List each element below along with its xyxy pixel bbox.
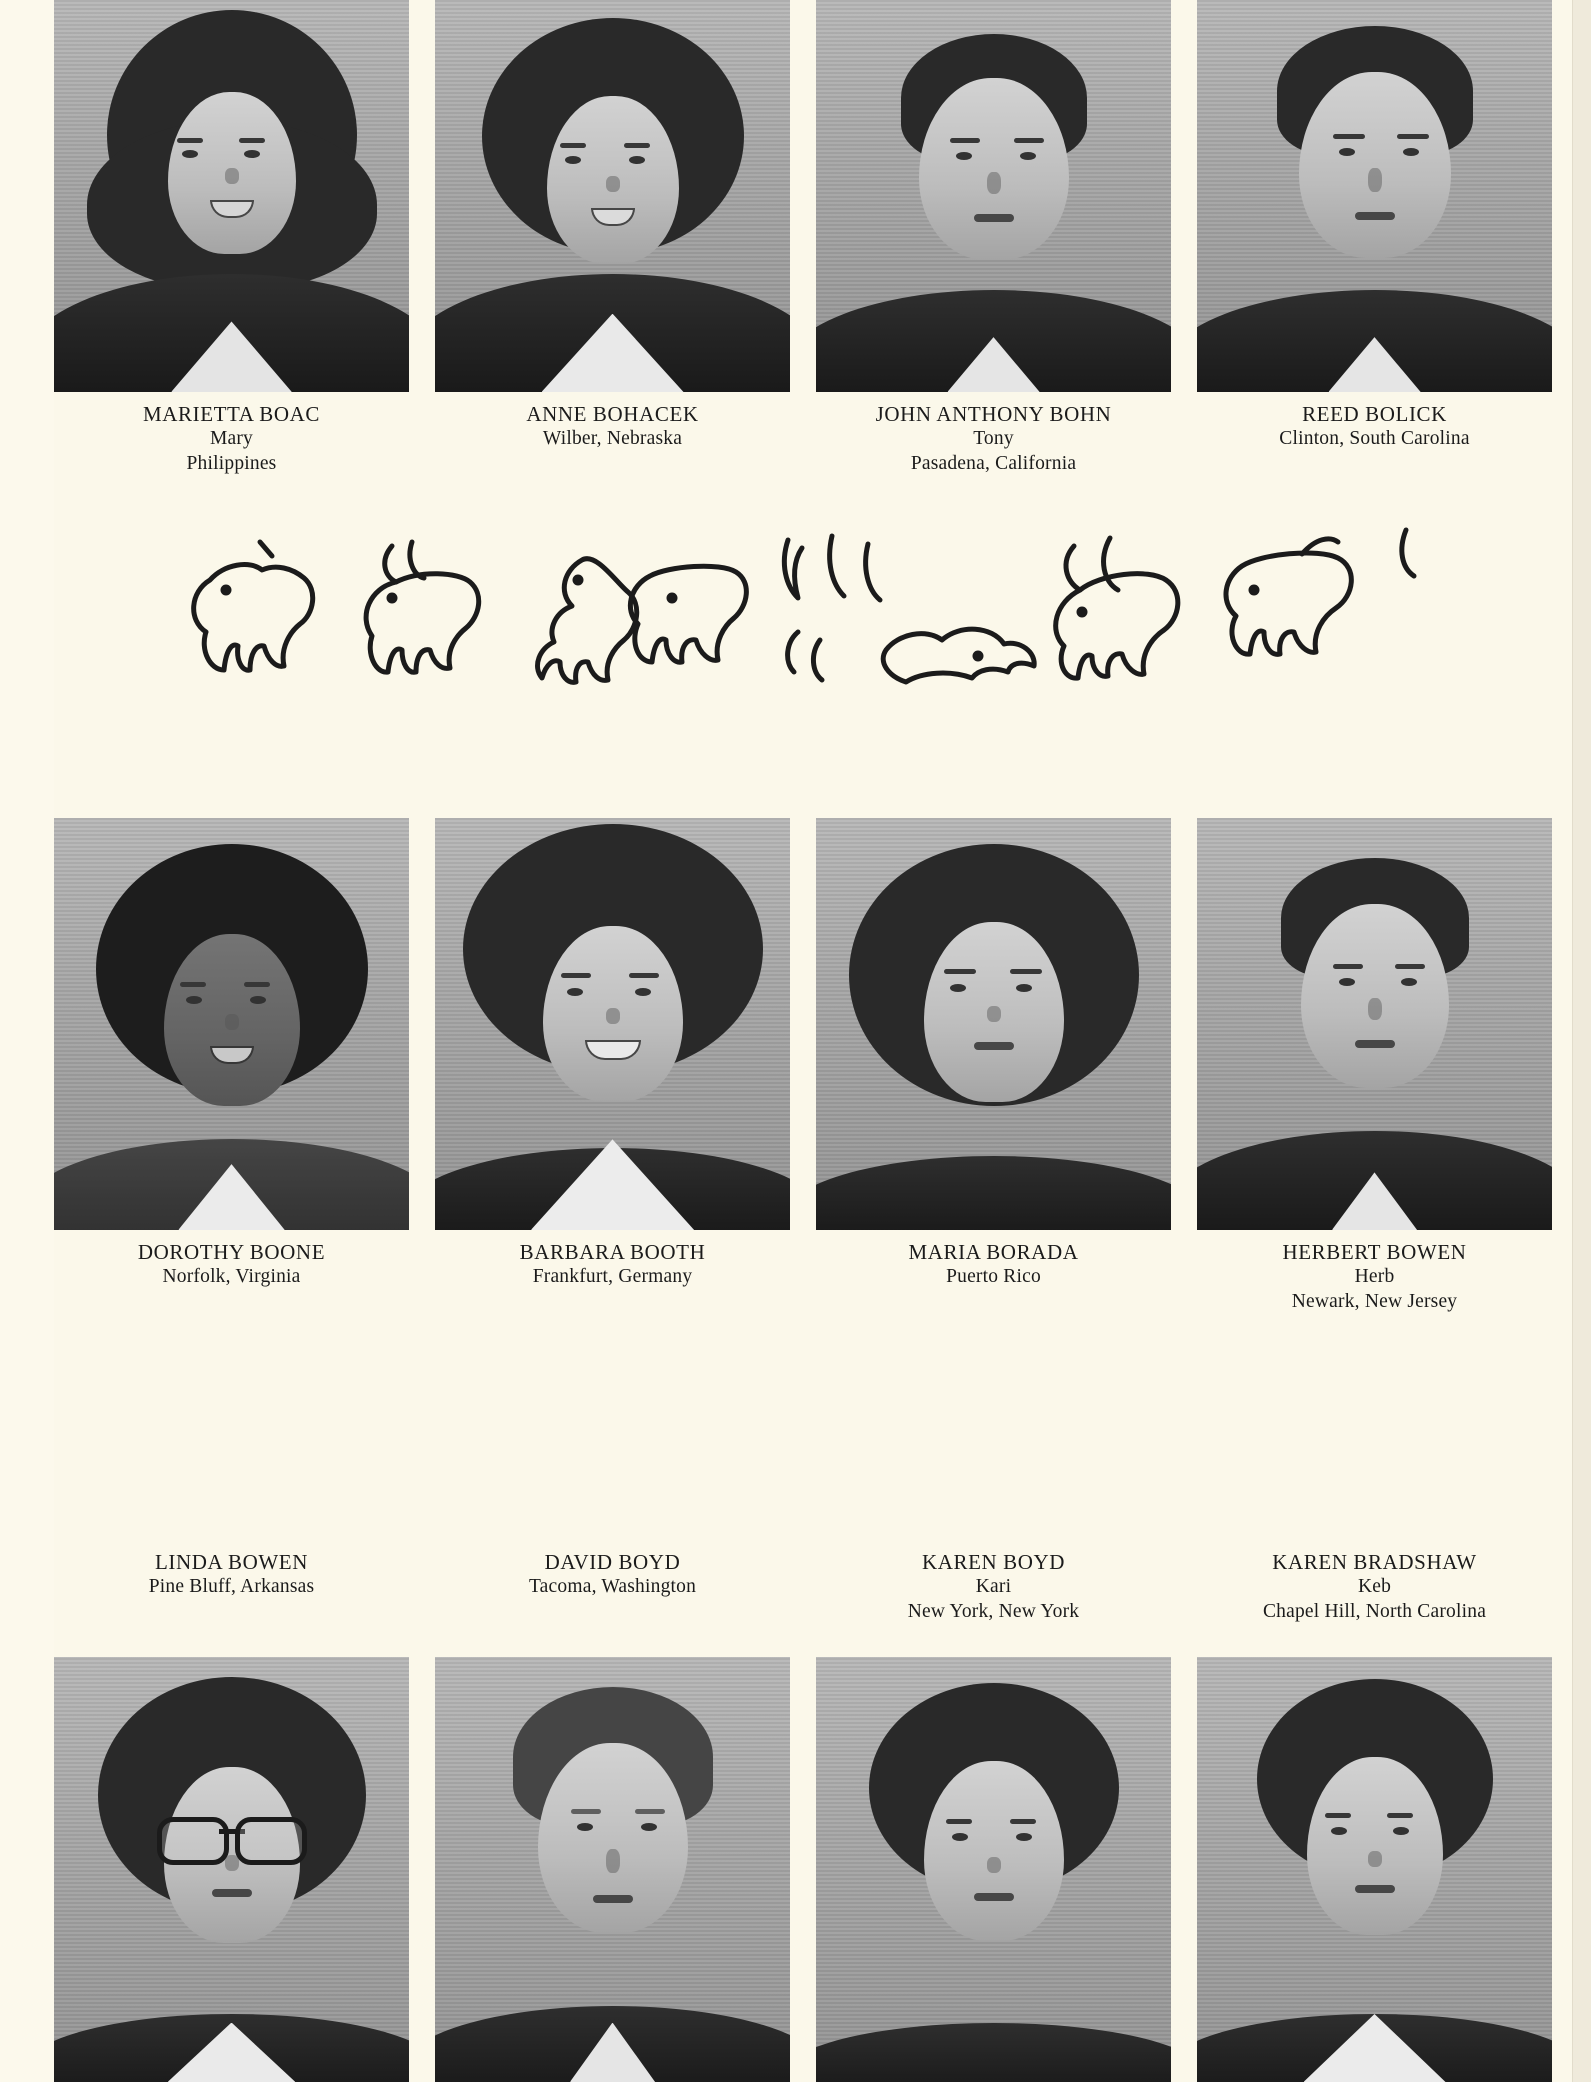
page-right-margin — [1572, 0, 1591, 2082]
student-entry — [1197, 0, 1552, 452]
student-photo — [816, 818, 1171, 1230]
student-photo — [435, 818, 790, 1230]
student-hometown: Newark, New Jersey — [1291, 1291, 1458, 1313]
student-name: HERBERT BOWEN — [1282, 1240, 1467, 1264]
student-entry — [54, 0, 409, 477]
student-name: LINDA BOWEN — [155, 1550, 308, 1574]
student-entry — [816, 1657, 1171, 2082]
student-nickname: Herb — [1354, 1266, 1395, 1288]
student-entry — [1197, 1657, 1552, 2082]
student-hometown: Norfolk, Virginia — [162, 1266, 301, 1288]
student-caption — [1197, 1540, 1552, 1625]
student-caption — [1197, 392, 1552, 452]
student-photo — [816, 0, 1171, 392]
student-name: BARBARA BOOTH — [519, 1240, 706, 1264]
student-photo — [54, 1657, 409, 2082]
student-nickname: Keb — [1357, 1576, 1392, 1598]
student-entry — [435, 0, 790, 452]
student-photo — [1197, 1657, 1552, 2082]
student-photo — [1197, 818, 1552, 1230]
student-hometown: Tacoma, Washington — [528, 1576, 697, 1598]
student-hometown: Frankfurt, Germany — [532, 1266, 693, 1288]
student-photo — [435, 0, 790, 392]
student-name: JOHN ANTHONY BOHN — [875, 402, 1112, 426]
student-caption — [54, 1230, 409, 1290]
student-entry — [54, 1540, 409, 1600]
student-hometown: Pine Bluff, Arkansas — [148, 1576, 315, 1598]
student-caption — [435, 1230, 790, 1290]
student-photo — [816, 1657, 1171, 2082]
student-name: KAREN BOYD — [921, 1550, 1066, 1574]
student-name: DAVID BOYD — [544, 1550, 681, 1574]
student-name: DOROTHY BOONE — [137, 1240, 326, 1264]
student-nickname: Kari — [975, 1576, 1012, 1598]
student-photo — [54, 818, 409, 1230]
student-hometown: Clinton, South Carolina — [1279, 428, 1470, 450]
student-nickname: Tony — [973, 428, 1014, 450]
student-hometown: New York, New York — [907, 1601, 1080, 1623]
student-name: ANNE BOHACEK — [526, 402, 699, 426]
student-photo — [54, 0, 409, 392]
student-entry — [435, 818, 790, 1290]
student-hometown: Wilber, Nebraska — [542, 428, 683, 450]
student-caption — [816, 1540, 1171, 1625]
student-hometown: Pasadena, California — [910, 453, 1077, 475]
student-caption — [54, 392, 409, 477]
student-entry — [435, 1657, 790, 2082]
student-nickname: Mary — [209, 428, 254, 450]
student-entry — [1197, 1540, 1552, 1625]
student-name: REED BOLICK — [1302, 402, 1447, 426]
student-name: KAREN BRADSHAW — [1272, 1550, 1477, 1574]
student-caption — [435, 1540, 790, 1600]
student-entry — [54, 1657, 409, 2082]
student-caption — [1197, 1230, 1552, 1315]
student-name: MARIA BORADA — [908, 1240, 1079, 1264]
student-entry — [1197, 818, 1552, 1315]
student-caption — [54, 1540, 409, 1600]
student-entry — [816, 818, 1171, 1290]
student-hometown: Puerto Rico — [946, 1266, 1041, 1288]
student-name: MARIETTA BOAC — [142, 402, 321, 426]
student-entry — [816, 1540, 1171, 1625]
student-hometown: Philippines — [186, 453, 277, 475]
student-caption — [816, 392, 1171, 477]
student-hometown: Chapel Hill, North Carolina — [1262, 1601, 1487, 1623]
student-caption — [435, 392, 790, 452]
page-left-margin — [0, 0, 54, 2082]
bird-doodles — [180, 520, 1480, 720]
student-photo — [435, 1657, 790, 2082]
student-entry — [816, 0, 1171, 477]
student-photo — [1197, 0, 1552, 392]
student-entry — [54, 818, 409, 1290]
student-caption — [816, 1230, 1171, 1290]
student-entry — [435, 1540, 790, 1600]
